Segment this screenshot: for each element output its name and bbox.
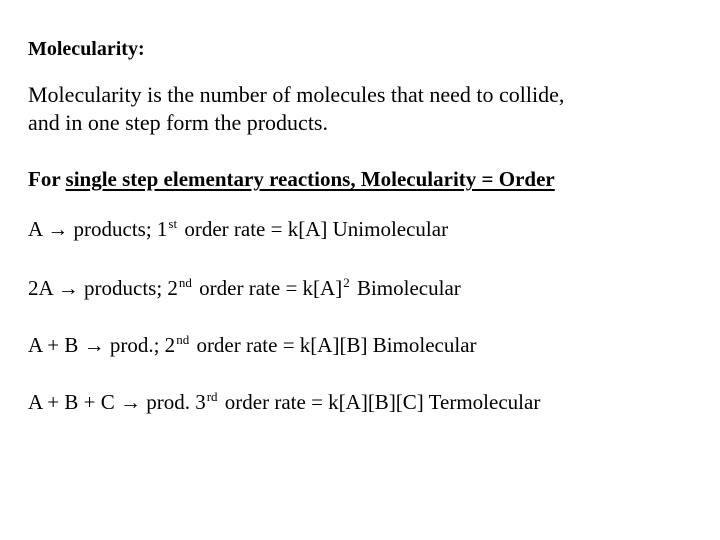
reaction-4-before: A + B + C → prod. 3 bbox=[28, 390, 206, 414]
reaction-2-exponent: 2 bbox=[343, 275, 350, 290]
reaction-bimolecular-2a bbox=[28, 276, 461, 301]
reaction-3-ordinal: nd bbox=[176, 332, 190, 347]
rule-underlined-text: single step elementary reactions, Molecularity = Order bbox=[65, 167, 555, 191]
rule-prefix: For bbox=[28, 167, 66, 191]
reaction-4-after: order rate = k[A][B][C] Termolecular bbox=[219, 390, 541, 414]
reaction-1-ordinal: st bbox=[168, 216, 178, 231]
reaction-termolecular bbox=[28, 390, 540, 415]
reaction-bimolecular-ab bbox=[28, 333, 477, 358]
intro-paragraph bbox=[28, 81, 688, 137]
reaction-1-before: A → products; 1 bbox=[28, 217, 168, 241]
intro-line-2: and in one step form the products. bbox=[28, 110, 328, 135]
reaction-1-after: order rate = k[A] Unimolecular bbox=[179, 217, 449, 241]
intro-line-1: Molecularity is the number of molecules that need to collide, bbox=[28, 82, 565, 107]
slide-heading: Molecularity: bbox=[28, 38, 145, 60]
reaction-2-before: 2A → products; 2 bbox=[28, 276, 178, 300]
reaction-3-after: order rate = k[A][B] Bimolecular bbox=[191, 333, 477, 357]
reaction-3-before: A + B → prod.; 2 bbox=[28, 333, 176, 357]
reaction-unimolecular bbox=[28, 217, 448, 242]
reaction-2-after: Bimolecular bbox=[351, 276, 461, 300]
reaction-4-ordinal: rd bbox=[206, 389, 218, 404]
molecularity-order-rule bbox=[28, 167, 555, 192]
reaction-2-middle: order rate = k[A] bbox=[193, 276, 343, 300]
reaction-2-ordinal: nd bbox=[178, 275, 192, 290]
